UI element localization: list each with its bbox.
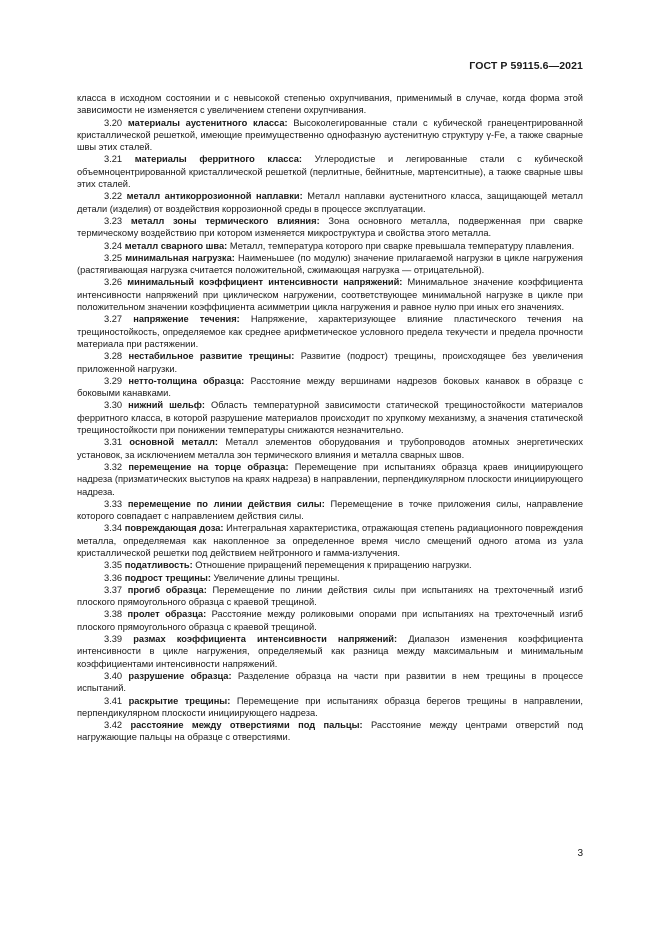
definition-item (77, 276, 583, 313)
definition-item (77, 608, 583, 633)
definition-item (77, 522, 583, 559)
definition-term: основной металл: (129, 437, 219, 448)
definition-text: Диапазон изменения коэффициента интенсивности в цикле нагружения, определяемый как разница между максимальным и минимальным коэффициентами интенсивности напряжений. (77, 634, 583, 669)
definition-number: 3.29 (104, 375, 123, 386)
definition-term: повреждающая доза: (124, 523, 224, 534)
definition-item (77, 695, 583, 720)
definition-number: 3.22 (104, 191, 123, 202)
definition-number: 3.27 (104, 314, 123, 325)
definition-term: перемещение на торце образца: (128, 461, 289, 472)
definition-item (77, 399, 583, 436)
definition-item (77, 375, 583, 400)
definition-number: 3.26 (104, 277, 123, 288)
definition-item (77, 559, 583, 571)
definition-term: прогиб образца: (127, 584, 207, 595)
definition-term: расстояние между отверстиями под пальцы: (130, 720, 363, 731)
definition-text: Перемещение по линии действия силы при испытаниях на трехточечный изгиб плоского прямоугольного образца с краевой трещиной. (77, 584, 583, 608)
definition-number: 3.40 (104, 670, 123, 681)
definition-term: минимальная нагрузка: (125, 252, 235, 263)
definition-number: 3.37 (104, 584, 123, 595)
definition-item (77, 153, 583, 190)
definition-term: металл сварного шва: (124, 240, 228, 251)
definition-item (77, 719, 583, 744)
definition-text: Углеродистые и легированные стали с кубической объемноцентрированной кристаллической решеткой (перлитные, бейнитные, мартенситные), а также сварные швы этих сталей. (77, 154, 583, 190)
definition-text: Зона основного металла, подверженная при сварке термическому воздействию при котором изменяется микроструктура и свойства этого металла. (77, 215, 583, 239)
definition-term: материалы ферритного класса: (134, 154, 302, 165)
definition-term: раскрытие трещины: (128, 695, 231, 706)
definition-text: Увеличение длины трещины. (213, 572, 340, 583)
definition-term: металл антикоррозионной наплавки: (126, 191, 303, 202)
definition-text: Перемещение при испытаниях образца краев инициирующего надреза (призматических выступов на краях надреза) в направлении, перпендикулярном плоскости инициирующего надреза. (77, 461, 583, 497)
definition-term: податливость: (124, 560, 193, 571)
definition-item (77, 252, 583, 277)
definition-item (77, 572, 583, 584)
definitions-list (77, 117, 583, 744)
definition-item (77, 436, 583, 461)
definition-item (77, 350, 583, 375)
definition-term: материалы аустенитного класса: (127, 117, 288, 128)
definition-number: 3.38 (104, 609, 123, 620)
definition-term: разрушение образца: (128, 670, 232, 681)
definition-text: Область температурной зависимости статической трещиностойкости материалов ферритного класса, в которой разрушение материалов происходит по хрупкому механизму, а значения статической трещиностойкости при понижении температуры снижаются незначительно. (77, 400, 583, 436)
definition-text: Расстояние между вершинами надрезов боковых канавок в образце с боковыми канавками. (77, 375, 583, 399)
definition-text: Развитие (подрост) трещины, происходящее без увеличения приложенной нагрузки. (77, 351, 583, 374)
definition-text: Перемещение в точке приложения силы, направление которого совпадает с направлением действия силы. (77, 498, 583, 522)
definition-text: Отношение приращений перемещения к приращению нагрузки. (195, 560, 472, 571)
definition-number: 3.32 (104, 461, 123, 472)
definition-text: Наименьшее (по модулю) значение прилагаемой нагрузки в цикле нагружения (растягивающая нагрузка считается положительной, сжимающая нагрузка — отрицательной). (77, 252, 583, 276)
definition-number: 3.30 (104, 400, 123, 411)
page-number: 3 (577, 848, 583, 859)
definition-text: Металл, температура которого при сварке превышала температуру плавления. (229, 240, 575, 251)
definition-number: 3.42 (104, 720, 123, 731)
definition-number: 3.39 (104, 634, 123, 645)
definition-number: 3.34 (104, 523, 123, 534)
definition-number: 3.35 (104, 560, 123, 571)
definition-text: Интегральная характеристика, отражающая степень радиационного повреждения металла, определяемая как накопленное за определенное время число смещений одного атома из узла кристаллической решетки под действием нейтронного и гамма-излучения. (77, 523, 583, 558)
definition-item (77, 670, 583, 695)
document-body (77, 92, 583, 744)
definition-item (77, 215, 583, 240)
definition-number: 3.36 (104, 572, 123, 583)
definition-term: нетто-толщина образца: (128, 375, 245, 386)
definition-item (77, 498, 583, 523)
definition-number: 3.20 (104, 117, 123, 128)
definition-number: 3.31 (104, 437, 123, 448)
definition-term: перемещение по линии действия силы: (127, 498, 325, 509)
definition-item (77, 461, 583, 498)
definition-text: Минимальное значение коэффициента интенсивности напряжений при циклическом нагружении, соответствующее минимальной нагрузке в цикле при положительном значении коэффициента асимметрии цикла нагружения и равное нулю при иных его значениях. (77, 277, 583, 313)
definition-number: 3.25 (104, 252, 123, 263)
definition-number: 3.41 (104, 695, 123, 706)
definition-text: Расстояние между роликовыми опорами при испытаниях на трехточечный изгиб плоского прямоугольного образца с краевой трещиной. (77, 609, 584, 632)
definition-term: подрост трещины: (124, 572, 211, 583)
definition-text: Перемещение при испытаниях образца берегов трещины в направлении, перпендикулярном плоскости инициирующего надреза. (77, 695, 583, 718)
definition-number: 3.33 (104, 498, 123, 509)
definition-term: размах коэффициента интенсивности напряжений: (133, 634, 398, 645)
definition-item (77, 190, 583, 215)
definition-term: металл зоны термического влияния: (130, 215, 320, 226)
definition-number: 3.28 (104, 351, 123, 362)
definition-text: Металл наплавки аустенитного класса, защищающей металл детали (изделия) от воздействия коррозионной среды в процессе эксплуатации. (77, 191, 583, 214)
definition-item (77, 633, 583, 670)
definition-text: Напряжение, характеризующее влияние пластического течения на трещиностойкость, определяемое как среднее арифметическое условного предела текучести и предела прочности материала при растяжении. (77, 314, 583, 349)
document-header: ГОСТ Р 59115.6—2021 (469, 60, 583, 72)
definition-item (77, 584, 583, 609)
definition-term: нестабильное развитие трещины: (128, 351, 295, 362)
definition-text: Металл элементов оборудования и трубопроводов атомных энергетических установок, за исключением металла зон термического влияния и металла сварных швов. (77, 437, 583, 460)
definition-number: 3.24 (104, 240, 123, 251)
definition-number: 3.21 (104, 154, 123, 165)
definition-item (77, 240, 583, 252)
definition-text: Расстояние между центрами отверстий под нагружающие пальцы на образце с отверстиями. (77, 720, 583, 743)
definition-text: Высоколегированные стали с кубической гранецентрированной кристаллической решеткой, имеющие преимущественно однофазную аустенитную структуру γ-Fe, а также сварные швы этих сталей. (77, 117, 583, 153)
continuation-paragraph: класса в исходном состоянии и с невысокой степенью охрупчивания, применимый в случае, когда форма этой зависимости не изменяется с увеличением степени охрупчивания. (77, 93, 583, 116)
definition-item (77, 117, 583, 154)
definition-term: нижний шельф: (128, 400, 205, 411)
definition-term: минимальный коэффициент интенсивности напряжений: (127, 277, 403, 288)
definition-number: 3.23 (104, 215, 123, 226)
definition-term: пролет образца: (127, 609, 207, 620)
definition-term: напряжение течения: (133, 314, 240, 325)
definition-item (77, 313, 583, 350)
definition-text: Разделение образца на части при развитии в нем трещины в процессе испытаний. (77, 670, 583, 694)
